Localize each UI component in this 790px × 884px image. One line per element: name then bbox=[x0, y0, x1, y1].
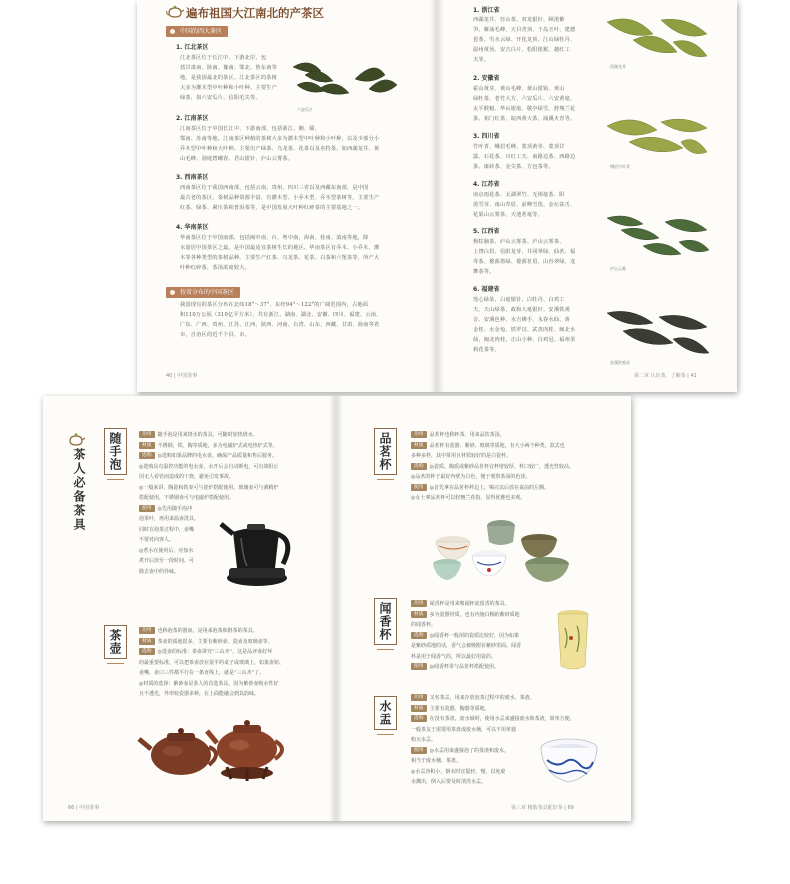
province-text: 我国现有的茶区分布在北纬18°～37°、东经94°～122°的广阔范围内，占地面 积110万公顷（310亿平方米），共有浙江、湖南、湖北、安徽、四川、福建、云南、 广东、广西、贵州、江苏、江西、陕西、河南、台湾、山东、西藏、甘肃、海南等省 市、自治区的近千个县、市。 bbox=[180, 302, 382, 338]
section-banner-provinces: 按省分布的中国茶区 bbox=[166, 287, 240, 298]
lushan-tea-leaves-image bbox=[603, 208, 711, 264]
water-basin-description: 功用 又名茶盂，用来存放泡茶过程中的废水、茶渣。 材质 主要有瓷器、陶器等质地。 选购 在没有茶盘，废水倾时，使用水盂来盛接废水和茶渣，简单方便， 一般茶友于需要用茶盘或废水桶，可以不用单独 购买水盂。 使用 ◎水盂用来盛接泡了的茶渣和废水， 相当于废水桶、茶盘。 ◎水盂容积小，倒水时宜提轻，慢，以免废 水溅出，倒入后要及时清洗水盂。 bbox=[411, 695, 575, 785]
page-footer: 40 | 中国茶事 bbox=[166, 373, 198, 379]
region-heading: 3. 西南茶区 bbox=[176, 174, 209, 181]
page-footer: 第二章 认识茶，了解茶 | 41 bbox=[634, 373, 697, 379]
electric-kettle-image bbox=[217, 510, 297, 588]
province-heading: 1. 浙江省 bbox=[473, 7, 500, 14]
leaf-caption: 庐山云雾 bbox=[610, 266, 626, 271]
province-heading: 6. 福建省 bbox=[473, 286, 500, 293]
region-text: 江北茶区位于长江中、下游北岸，包 括甘肃南、陕南、豫南、鄂北、鲁东南等 地。是我国最北的茶区。江北茶区的茶树 大多为灌木型中叶种和小叶种。主要生产 绿茶，如六安瓜片、信阳毛尖等。 bbox=[180, 55, 277, 101]
tool-title-tasting-cup: 品茗杯 bbox=[374, 428, 397, 475]
zhuyeqing-tea-leaves-image bbox=[603, 112, 711, 164]
teapot-icon bbox=[66, 431, 86, 447]
region-heading: 1. 江北茶区 bbox=[176, 44, 209, 51]
book-gutter bbox=[430, 0, 444, 392]
liuan-tea-leaves-image bbox=[289, 55, 401, 105]
zisha-teapots-image bbox=[137, 709, 297, 784]
region-text: 江南茶区位于中国长江中、下游南部，包括浙江、湘、赣、 鄂南、苏南等地。江南茶区种植的茶树大多为灌木型中叶种和小叶种，以及少部分小 乔木型中叶种和大叶种。主要出产绿茶、乌龙茶、花茶以及名特茶，如西湖龙井、黄 山毛峰、洞庭碧螺春、君山银针、庐山云雾茶。 bbox=[180, 126, 380, 162]
province-teas: 狗牯脑茶、庐山云雾茶、庐山云雾茶、 上饶白眉、信阳龙芽、井冈翠绿、仙茗、福 寿茶、婺源墨绿、婺源茗眉、山谷翠绿、龙 舞茶等。 bbox=[473, 239, 576, 275]
water-basin-image bbox=[537, 736, 601, 786]
teapot-description: 功用 也称泡茶的器皿，是用来泡茶和斟茶的茶具。 材质 茶壶的质地很多，主要有紫砂壶、瓷壶及玻璃壶等。 选购 ◎选壶的标准：茶壶讲究“三山齐”，这是品评壶好坏 的最重要标准。可以把茶壶放在很平的桌子或玻璃上，如果壶钮、 壶嘴、壶口三件都平行在一条直线上，就是“三山齐”了。 ◎材质的选择：紫砂壶是茶人的首选茶具，因为紫砂壶吸水性好 且不透光，外形较瓷器多种，在上面能融会到其韵味。 bbox=[139, 628, 285, 697]
chapter-vertical-title: 茶人必备茶具 bbox=[72, 448, 86, 532]
page-footer: 66 | 中国茶事 bbox=[68, 805, 100, 811]
province-teas: 竹叶青、峨眉毛峰、蒙顶黄芽、蒙顶甘 露、石花茶、川红工夫、南路边茶、西路边 茶、康砖茶、金尖茶、方包茶等。 bbox=[473, 144, 576, 170]
region-heading: 4. 华南茶区 bbox=[176, 224, 209, 231]
top-book-spread bbox=[137, 0, 737, 392]
leaf-caption: 安溪铁观音 bbox=[610, 360, 630, 365]
page-footer: 第三章 精致茶具配好茶 | 69 bbox=[511, 805, 574, 811]
province-teas: 南京雨花茶、太湖翠竹、无锡毫茶、阳 羡雪芽、南山寿眉、前峰雪莲、金坛雀舌、 花果山云雾茶、天池茗毫等。 bbox=[473, 192, 576, 218]
tool-title-water-basin: 水盂 bbox=[374, 696, 397, 730]
province-heading: 2. 安徽省 bbox=[473, 75, 500, 82]
bottom-book-spread bbox=[43, 396, 631, 821]
province-heading: 3. 四川省 bbox=[473, 133, 500, 140]
tasting-cups-image bbox=[429, 512, 577, 584]
page-title: 遍布祖国大江南北的产茶区 bbox=[186, 6, 324, 20]
tool-title-aroma-cup: 闻香杯 bbox=[374, 598, 397, 645]
province-teas: 莲心绿茶、白毫银针、白牡丹、白鸡工 夫、天山绿茶、政和大毫银针、安溪铁观 音、安溪色种、水吉佛手、永春水仙、黄 金桂、水金龟、铁罗汉、武夷肉桂、闽北水 仙、闽北肉桂、正山小种、白鸡冠、福州茉 莉花茶等。 bbox=[473, 297, 576, 353]
region-text: 西南茶区位于我国西南部，包括云南、贵州、四川三省以及西藏东南部，是中国 最古老的茶区。茶树品种资源丰富，有灌木型、小乔木型、乔木型茶树等。主要生产 红茶、绿茶、紧压茶和普洱茶等，是中国发展大叶种红碎茶的主要基地之一。 bbox=[180, 185, 380, 211]
tieguanyin-tea-leaves-image bbox=[603, 305, 711, 361]
leaf-caption: 六安瓜片 bbox=[297, 107, 313, 112]
region-heading: 2. 江南茶区 bbox=[176, 115, 209, 122]
aroma-cup-image bbox=[553, 608, 593, 674]
kettle-description: 功用 随手泡是用来烧水的茶具，可随时加热烧水。 材质 不锈钢、铁、陶等质地，多为电磁炉式或电热炉式等。 选购 ◎选购如果品牌的电水壶，确保产品质量和售后服务。 ◎选购具有温控功能的电水壶，水开后会自动断电，可有效阻止 因无人看管而造成的干烧，避免引发事故。 ◎一般来讲，陶瓷和铁壶可与瓷炉搭配使用，玻璃壶可与酒精炉 搭配使用，不锈钢壶可与电磁炉搭配使用。 使用 ◎先用随手泡冲 泡茶叶，再用来温壶洗具。 同时在泡茶过程中，壶嘴 不要对向客人。 ◎煮水在使用后，应加水 煮开后放至一段时间，可 除去壶中的异味。 bbox=[139, 432, 279, 575]
leaf-caption: 峨眉竹叶青 bbox=[610, 164, 630, 169]
teapot-icon bbox=[166, 4, 184, 19]
aroma-cup-description: 功用 闻香杯是用来嗅闻杯底留香的茶具。 材质 多为瓷器材质，也有内施白釉的紫砂质地 的闻香杯。 选购 ◎闻香杯一般用的瓷质比较好，因为如果 是紫砂质地的话，香气会被吸附在紫砂里面。闻香 杯是用于闻香气的，所以最好用瓷的。 使用 ◎闻香杯常与品茗杯搭配使用。 bbox=[411, 601, 522, 670]
province-heading: 5. 江西省 bbox=[473, 228, 500, 235]
leaf-caption: 西湖龙井 bbox=[610, 64, 626, 69]
region-text: 华南茶区位于中国南部，包括闽中南、台、粤中南、海南、桂南、滇南等地，降 水量居中国茶区之最。是中国最适宜茶树生长的地区。华南茶区有乔木、小乔木、灌 木等各种类型的茶树品种。主要生产红茶、乌龙茶、花茶、白茶和六堡茶等，所产大 叶种红碎茶，茶汤浓度较大。 bbox=[180, 235, 380, 271]
province-teas: 霍山黄芽、黄山毛峰、黄山银钩、黄山 绿牡茶、老竹大方、六安瓜片、六安黄毫、 太平猴魁、华山银毫、敬亭绿雪、舒城兰花 茶、祁门红茶、皖西黄大茶、涌溪火青等。 bbox=[473, 86, 576, 122]
province-teas: 西湖龙井、径山茶、双龙银针、顾渚紫 笋、雁荡毛峰、天目青顶、千岛玉叶、建德 苞茶、雪水云绿、开化龙顶、江山绿牡丹、 温州黄汤、安吉白片、松阳银猴、越红工 夫等。 bbox=[473, 17, 576, 63]
longjing-tea-leaves-image bbox=[603, 12, 711, 64]
tool-title-teapot: 茶壶 bbox=[104, 625, 127, 659]
province-heading: 4. 江苏省 bbox=[473, 181, 500, 188]
section-banner-four-regions: 中国的四大茶区 bbox=[166, 26, 228, 37]
book-gutter bbox=[329, 396, 343, 821]
tasting-cup-description: 功用 品茗杯也称杯茶，用来品饮茶汤。 材质 品茗杯有瓷器、紫砂、玻璃等质地，有大小两个种类，款式也 多种多样，其中常用且材质较好的是白瓷杯。 选购 ◎瓷质、陶质或紫砂品茗杯宜杯壁较厚，杯口较广，透光性较高。 ◎品茗的杯子最好内壁为白色，便于观察茶汤的色泽。 使用 ◎首先拿在品茗杯杯边上，喝完以后放在桌前的左侧。 ◎女士拿品茗杯可以轻翘兰花指，显得优雅也美观。 bbox=[411, 432, 574, 501]
tool-title-kettle: 随手泡 bbox=[104, 428, 127, 475]
